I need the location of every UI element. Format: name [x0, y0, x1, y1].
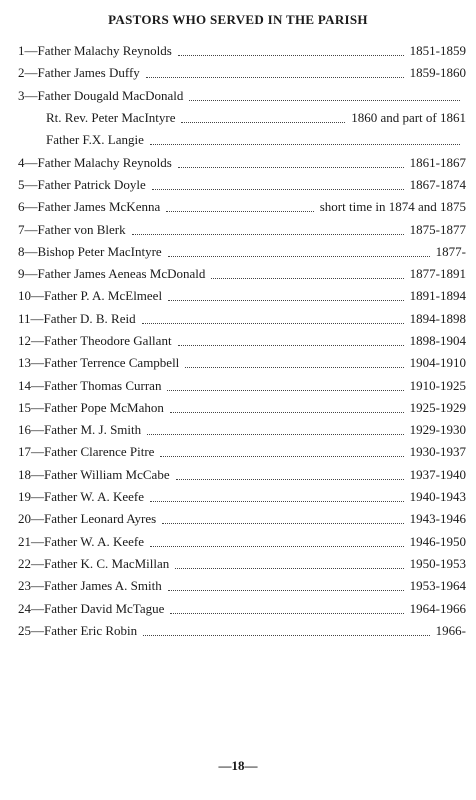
pastor-name: 14—Father Thomas Curran: [18, 377, 162, 393]
pastor-name: Father F.X. Langie: [46, 132, 144, 148]
list-item: [18, 419, 466, 441]
dot-leader: [211, 277, 403, 279]
service-dates: 1940-1943: [409, 489, 466, 505]
dot-leader: [170, 612, 403, 614]
pastor-name: 21—Father W. A. Keefe: [18, 533, 145, 549]
pastor-name: 23—Father James A. Smith: [18, 578, 162, 594]
dot-leader: [150, 143, 460, 145]
service-dates: 1859-1860: [409, 65, 466, 81]
list-item: [18, 397, 466, 419]
pastor-name: 12—Father Theodore Gallant: [18, 333, 172, 348]
list-item: [18, 62, 466, 84]
pastor-name: 15—Father Pope McMahon: [18, 399, 164, 415]
service-dates: 1966-: [435, 622, 466, 638]
dot-leader: [178, 54, 404, 56]
pastor-name: 24—Father David McTague: [18, 600, 165, 616]
dot-leader: [181, 121, 345, 123]
service-dates: 1898-1904: [409, 333, 466, 348]
pastor-name: 13—Father Terrence Campbell: [18, 355, 180, 371]
service-dates: 1937-1940: [409, 466, 466, 482]
pastor-name: 22—Father K. C. MacMillan: [18, 555, 170, 571]
list-item: [18, 241, 466, 263]
dot-leader: [146, 76, 404, 78]
list-item: [18, 174, 466, 196]
pastor-name: 18—Father William McCabe: [18, 466, 170, 482]
list-item: [18, 352, 466, 374]
pastor-list: [18, 40, 466, 642]
list-item: [18, 575, 466, 597]
service-dates: short time in 1874 and 1875: [319, 199, 466, 215]
dot-leader: [142, 322, 404, 324]
service-dates: 1894-1898: [409, 310, 466, 326]
list-item: [18, 308, 466, 330]
service-dates: 1877-: [435, 243, 466, 259]
list-item: [18, 218, 466, 240]
dot-leader: [150, 500, 404, 502]
dot-leader: [168, 299, 404, 301]
service-dates: 1910-1925: [409, 377, 466, 393]
pastor-name: 1—Father Malachy Reynolds: [18, 43, 172, 59]
list-item: [18, 374, 466, 396]
service-dates: 1851-1859: [409, 43, 466, 59]
dot-leader: [150, 545, 404, 547]
pastor-name: 7—Father von Blerk: [18, 221, 126, 237]
pastor-name: 10—Father P. A. McElmeel: [18, 288, 163, 304]
service-dates: 1875-1877: [409, 221, 466, 237]
service-dates: 1943-1946: [409, 511, 466, 527]
dot-leader: [152, 188, 404, 190]
list-item: [18, 441, 466, 463]
list-item: [18, 508, 466, 530]
dot-leader: [132, 233, 404, 235]
dot-leader: [170, 411, 404, 413]
list-item: [18, 129, 466, 151]
list-item: [18, 330, 466, 352]
list-item: [18, 486, 466, 508]
list-item: [18, 464, 466, 486]
dot-leader: [189, 99, 460, 101]
list-item: [18, 620, 466, 642]
list-item: [18, 196, 466, 218]
pastor-name: 4—Father Malachy Reynolds: [18, 154, 172, 170]
list-item: [18, 40, 466, 62]
list-item: [18, 531, 466, 553]
service-dates: 1964-1966: [409, 600, 466, 616]
dot-leader: [168, 255, 430, 257]
pastor-name: Rt. Rev. Peter MacIntyre: [46, 110, 176, 126]
service-dates: 1929-1930: [409, 422, 466, 438]
pastor-name: 25—Father Eric Robin: [18, 622, 138, 638]
dot-leader: [147, 433, 404, 435]
pastor-name: 5—Father Patrick Doyle: [18, 176, 146, 192]
list-item: [18, 597, 466, 619]
service-dates: 1950-1953: [409, 555, 466, 571]
pastor-name: 16—Father M. J. Smith: [18, 422, 142, 438]
dot-leader: [168, 589, 404, 591]
pastor-name: 19—Father W. A. Keefe: [18, 489, 145, 505]
dot-leader: [178, 166, 404, 168]
service-dates: 1904-1910: [409, 355, 466, 371]
service-dates: 1930-1937: [409, 444, 466, 460]
dot-leader: [160, 455, 403, 457]
service-dates: 1891-1894: [409, 288, 466, 304]
list-item: [18, 151, 466, 173]
pastor-name: 9—Father James Aeneas McDonald: [18, 266, 206, 282]
page-title: PASTORS WHO SERVED IN THE PARISH: [108, 12, 368, 27]
service-dates: 1877-1891: [409, 266, 466, 282]
list-item: [18, 263, 466, 285]
dot-leader: [175, 567, 403, 569]
service-dates: 1867-1874: [409, 176, 466, 192]
pastor-name: 6—Father James McKenna: [18, 199, 161, 215]
service-dates: 1861-1867: [409, 154, 466, 170]
pastor-name: 11—Father D. B. Reid: [18, 310, 136, 326]
dot-leader: [176, 478, 404, 480]
dot-leader: [166, 210, 314, 212]
pastor-name: 8—Bishop Peter MacIntyre: [18, 243, 162, 259]
service-dates: 1925-1929: [409, 399, 466, 415]
dot-leader: [167, 389, 403, 391]
dot-leader: [162, 522, 403, 524]
service-dates: 1860 and part of 1861: [351, 110, 466, 126]
pastor-name: 17—Father Clarence Pitre: [18, 444, 155, 460]
pastor-name: 20—Father Leonard Ayres: [18, 511, 157, 527]
pastor-name: 2—Father James Duffy: [18, 65, 140, 81]
list-item: [18, 285, 466, 307]
service-dates: 1953-1964: [409, 578, 466, 594]
service-dates: 1946-1950: [409, 533, 466, 549]
list-item: [18, 85, 466, 107]
page-number: —18—: [218, 758, 258, 773]
list-item: [18, 107, 466, 129]
pastor-name: 3—Father Dougald MacDonald: [18, 87, 184, 103]
dot-leader: [185, 366, 403, 368]
list-item: [18, 553, 466, 575]
dot-leader: [178, 344, 404, 346]
dot-leader: [143, 634, 430, 636]
